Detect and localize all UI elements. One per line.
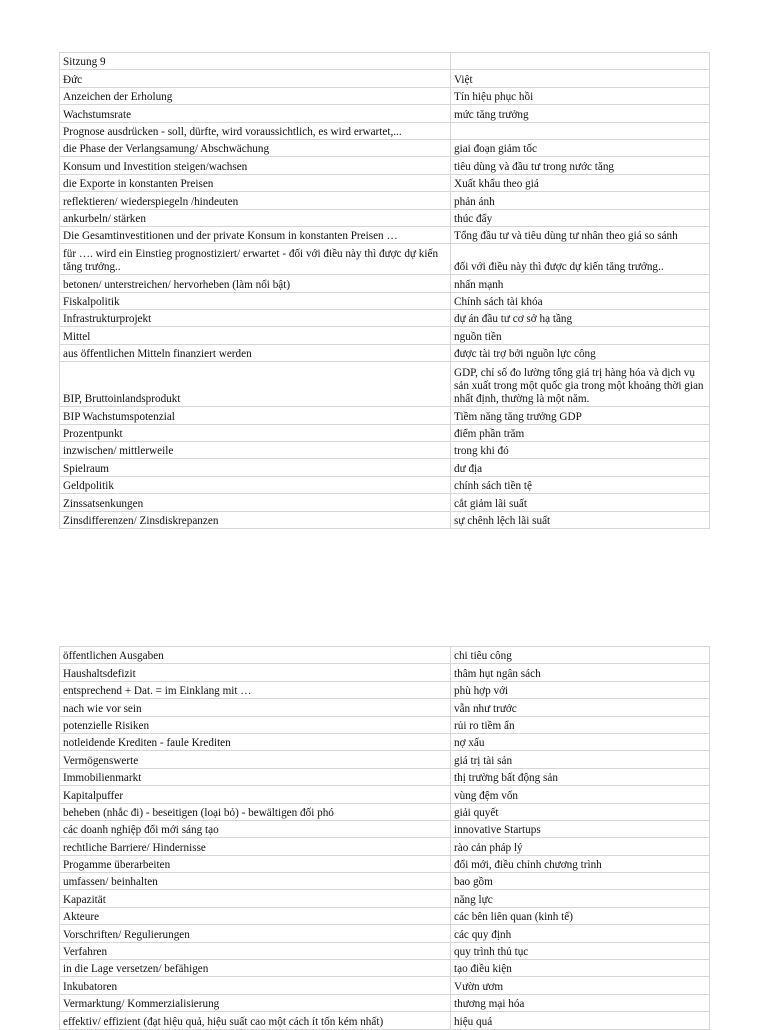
vietnamese-term-cell: [451, 122, 710, 139]
german-term-cell: rechtliche Barriere/ Hindernisse: [60, 838, 451, 855]
table-row: [60, 174, 710, 191]
table-row: [60, 838, 710, 855]
vietnamese-term-cell: dư địa: [451, 459, 710, 476]
german-term-cell: die Phase der Verlangsamung/ Abschwächung: [60, 139, 451, 156]
vietnamese-term-cell: thâm hụt ngân sách: [451, 664, 710, 681]
table-row: [60, 157, 710, 174]
german-term-cell: effektiv/ effizient (đạt hiệu quả, hiệu suất cao một cách ít tốn kém nhất): [60, 1012, 451, 1029]
vietnamese-term-cell: mức tăng trưởng: [451, 105, 710, 122]
vietnamese-term-cell: chi tiêu công: [451, 647, 710, 664]
german-term-cell: Konsum und Investition steigen/wachsen: [60, 157, 451, 174]
vietnamese-term-cell: thúc đẩy: [451, 209, 710, 226]
vietnamese-term-cell: Chính sách tài khóa: [451, 292, 710, 309]
vietnamese-term-cell: chính sách tiền tệ: [451, 476, 710, 493]
vietnamese-term-cell: đối với điều này thì được dự kiến tăng trưởng..: [451, 244, 710, 275]
german-term-cell: Geldpolitik: [60, 476, 451, 493]
table-row: [60, 105, 710, 122]
table-row: [60, 310, 710, 327]
german-term-cell: Haushaltsdefizit: [60, 664, 451, 681]
vietnamese-term-cell: giải quyết: [451, 803, 710, 820]
table-row: [60, 275, 710, 292]
german-term-cell: notleidende Krediten - faule Krediten: [60, 733, 451, 750]
german-term-cell: Đức: [60, 70, 451, 87]
german-term-cell: entsprechend + Dat. = im Einklang mit …: [60, 681, 451, 698]
table-row: [60, 733, 710, 750]
vietnamese-term-cell: phản ánh: [451, 192, 710, 209]
table-row: [60, 681, 710, 698]
table-row: [60, 994, 710, 1011]
vietnamese-term-cell: vùng đệm vốn: [451, 786, 710, 803]
german-term-cell: Inkubatoren: [60, 977, 451, 994]
table-row: [60, 70, 710, 87]
table-row: [60, 699, 710, 716]
german-term-cell: ankurbeln/ stärken: [60, 209, 451, 226]
table-row: [60, 511, 710, 528]
german-term-cell: Progamme überarbeiten: [60, 855, 451, 872]
german-term-cell: Kapitalpuffer: [60, 786, 451, 803]
table-body: [60, 53, 710, 529]
german-term-cell: Kapazität: [60, 890, 451, 907]
table-row: [60, 907, 710, 924]
table-row: [60, 192, 710, 209]
vietnamese-term-cell: nguồn tiền: [451, 327, 710, 344]
vietnamese-term-cell: tiêu dùng và đầu tư trong nước tăng: [451, 157, 710, 174]
german-term-cell: aus öffentlichen Mitteln finanziert werden: [60, 344, 451, 361]
vietnamese-term-cell: tạo điều kiện: [451, 960, 710, 977]
vietnamese-term-cell: hiệu quả: [451, 1012, 710, 1029]
vietnamese-term-cell: thị trường bất động sản: [451, 768, 710, 785]
german-term-cell: nach wie vor sein: [60, 699, 451, 716]
german-term-cell: Prognose ausdrücken - soll, dürfte, wird voraussichtlich, es wird erwartet,...: [60, 122, 451, 139]
table-row: [60, 122, 710, 139]
table-row: [60, 459, 710, 476]
vietnamese-term-cell: quy trình thủ tục: [451, 942, 710, 959]
vietnamese-term-cell: nợ xấu: [451, 733, 710, 750]
vietnamese-term-cell: Tín hiệu phục hồi: [451, 87, 710, 104]
vietnamese-term-cell: giá trị tài sản: [451, 751, 710, 768]
table-row: [60, 327, 710, 344]
german-term-cell: Die Gesamtinvestitionen und der private Konsum in konstanten Preisen …: [60, 226, 451, 243]
german-term-cell: in die Lage versetzen/ befähigen: [60, 960, 451, 977]
vietnamese-term-cell: Tiềm năng tăng trưởng GDP: [451, 407, 710, 424]
german-term-cell: Wachstumsrate: [60, 105, 451, 122]
german-term-cell: umfassen/ beinhalten: [60, 873, 451, 890]
german-term-cell: Vorschriften/ Regulierungen: [60, 925, 451, 942]
table-row: [60, 87, 710, 104]
german-term-cell: Zinsdifferenzen/ Zinsdiskrepanzen: [60, 511, 451, 528]
vietnamese-term-cell: giai đoạn giảm tốc: [451, 139, 710, 156]
vietnamese-term-cell: rào cản pháp lý: [451, 838, 710, 855]
german-term-cell: Mittel: [60, 327, 451, 344]
german-term-cell: Fiskalpolitik: [60, 292, 451, 309]
table-row: [60, 292, 710, 309]
vietnamese-term-cell: vẫn như trước: [451, 699, 710, 716]
vietnamese-term-cell: bao gồm: [451, 873, 710, 890]
vietnamese-term-cell: rủi ro tiềm ẩn: [451, 716, 710, 733]
german-term-cell: BIP, Bruttoinlandsprodukt: [60, 362, 451, 407]
german-term-cell: Akteure: [60, 907, 451, 924]
vietnamese-term-cell: các bên liên quan (kinh tế): [451, 907, 710, 924]
german-term-cell: Sitzung 9: [60, 53, 451, 70]
german-term-cell: Anzeichen der Erholung: [60, 87, 451, 104]
table-row: [60, 1012, 710, 1029]
german-term-cell: Immobilienmarkt: [60, 768, 451, 785]
table-row: [60, 890, 710, 907]
german-term-cell: beheben (nhắc đi) - beseitigen (loại bỏ) - bewältigen đối phó: [60, 803, 451, 820]
table-row: [60, 139, 710, 156]
table-row: [60, 647, 710, 664]
vietnamese-term-cell: dự án đầu tư cơ sở hạ tầng: [451, 310, 710, 327]
table-row: [60, 407, 710, 424]
vocabulary-table-2: [59, 646, 710, 1030]
german-term-cell: für …. wird ein Einstieg prognostiziert/ erwartet - đối với điều này thì được dự kiến tăng trưởng..: [60, 244, 451, 275]
table-row: [60, 820, 710, 837]
german-term-cell: Verfahren: [60, 942, 451, 959]
table-row: [60, 244, 710, 275]
table-row: [60, 209, 710, 226]
german-term-cell: betonen/ unterstreichen/ hervorheben (làm nổi bật): [60, 275, 451, 292]
table-row: [60, 53, 710, 70]
vietnamese-term-cell: nhấn mạnh: [451, 275, 710, 292]
table-row: [60, 494, 710, 511]
table-row: [60, 855, 710, 872]
vietnamese-term-cell: điểm phần trăm: [451, 424, 710, 441]
table-row: [60, 716, 710, 733]
table-row: [60, 476, 710, 493]
vietnamese-term-cell: [451, 53, 710, 70]
vietnamese-term-cell: GDP, chỉ số đo lường tổng giá trị hàng hóa và dịch vụ sản xuất trong một quốc gia trong một khoảng thời gian nhất định, thường là một năm.: [451, 362, 710, 407]
vietnamese-term-cell: phù hợp với: [451, 681, 710, 698]
german-term-cell: Zinssatsenkungen: [60, 494, 451, 511]
vietnamese-term-cell: sự chênh lệch lãi suất: [451, 511, 710, 528]
vietnamese-term-cell: đổi mới, điều chỉnh chương trình: [451, 855, 710, 872]
vietnamese-term-cell: Xuất khẩu theo giá: [451, 174, 710, 191]
vietnamese-term-cell: innovative Startups: [451, 820, 710, 837]
german-term-cell: öffentlichen Ausgaben: [60, 647, 451, 664]
german-term-cell: Prozentpunkt: [60, 424, 451, 441]
table-row: [60, 751, 710, 768]
german-term-cell: Vermarktung/ Kommerzialisierung: [60, 994, 451, 1011]
vietnamese-term-cell: thương mại hóa: [451, 994, 710, 1011]
vietnamese-term-cell: được tài trợ bởi nguồn lực công: [451, 344, 710, 361]
table-row: [60, 442, 710, 459]
table-row: [60, 226, 710, 243]
table-row: [60, 925, 710, 942]
table-row: [60, 960, 710, 977]
german-term-cell: Infrastrukturprojekt: [60, 310, 451, 327]
table-row: [60, 664, 710, 681]
german-term-cell: Spielraum: [60, 459, 451, 476]
vocabulary-table-1: [59, 52, 710, 529]
vietnamese-term-cell: Việt: [451, 70, 710, 87]
german-term-cell: die Exporte in konstanten Preisen: [60, 174, 451, 191]
german-term-cell: các doanh nghiệp đổi mới sáng tạo: [60, 820, 451, 837]
vietnamese-term-cell: Vườn ươm: [451, 977, 710, 994]
german-term-cell: BIP Wachstumspotenzial: [60, 407, 451, 424]
german-term-cell: reflektieren/ wiederspiegeln /hindeuten: [60, 192, 451, 209]
vietnamese-term-cell: trong khi đó: [451, 442, 710, 459]
table-row: [60, 942, 710, 959]
table-row: [60, 362, 710, 407]
table-row: [60, 803, 710, 820]
table-row: [60, 873, 710, 890]
german-term-cell: potenzielle Risiken: [60, 716, 451, 733]
table-row: [60, 344, 710, 361]
table-row: [60, 786, 710, 803]
table-body: [60, 647, 710, 1030]
vietnamese-term-cell: các quy định: [451, 925, 710, 942]
german-term-cell: inzwischen/ mittlerweile: [60, 442, 451, 459]
vietnamese-term-cell: Tổng đầu tư và tiêu dùng tư nhân theo giá so sánh: [451, 226, 710, 243]
table-row: [60, 424, 710, 441]
german-term-cell: Vermögenswerte: [60, 751, 451, 768]
vietnamese-term-cell: năng lực: [451, 890, 710, 907]
vietnamese-term-cell: cắt giảm lãi suất: [451, 494, 710, 511]
table-row: [60, 768, 710, 785]
table-row: [60, 977, 710, 994]
